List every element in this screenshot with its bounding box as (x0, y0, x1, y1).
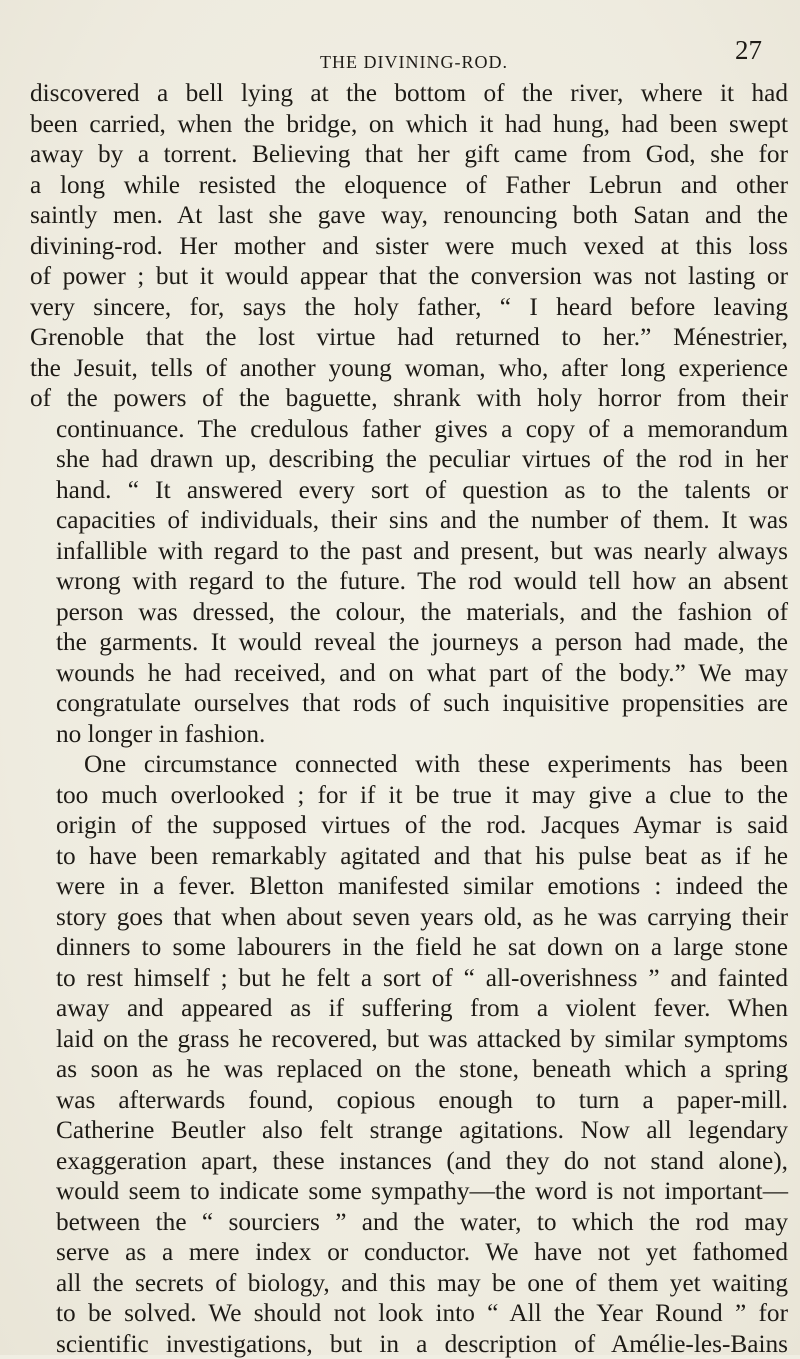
text-line: of power ; but it would appear that the conversion was not lasting or (30, 261, 788, 292)
text-line: saintly men. At last she gave way, renouncing both Satan and the (30, 200, 788, 231)
text-line: discovered a bell lying at the bottom of the river, where it had (30, 78, 788, 109)
page-number: 27 (735, 35, 762, 66)
text-line: to have been remarkably agitated and that his pulse beat as if he (30, 841, 788, 872)
text-line: Catherine Beutler also felt strange agitations. Now all legendary (30, 1115, 788, 1146)
text-line: wounds he had received, and on what part of the body.” We may (30, 658, 788, 689)
text-line: the Jesuit, tells of another young woman, who, after long experience (30, 353, 788, 384)
running-head: THE DIVINING-ROD. (320, 52, 508, 73)
text-line: between the “ sourciers ” and the water, to which the rod may (30, 1207, 788, 1238)
text-line: Grenoble that the lost virtue had returned to her.” Ménestrier, (30, 322, 788, 353)
text-line: infallible with regard to the past and present, but was nearly always (30, 536, 788, 567)
text-line: to be solved. We should not look into “ All the Year Round ” for (30, 1298, 788, 1329)
text-line: of the powers of the baguette, shrank with holy horror from their (30, 383, 788, 414)
text-line: too much overlooked ; for if it be true it may give a clue to the (30, 780, 788, 811)
text-line: a long while resisted the eloquence of Father Lebrun and other (30, 170, 788, 201)
text-line: divining-rod. Her mother and sister were much vexed at this loss (30, 231, 788, 262)
text-line: would seem to indicate some sympathy—the word is not important— (30, 1176, 788, 1207)
text-line: serve as a mere index or conductor. We have not yet fathomed (30, 1237, 788, 1268)
text-line: capacities of individuals, their sins and the number of them. It was (30, 505, 788, 536)
text-line: hand. “ It answered every sort of question as to the talents or (30, 475, 788, 506)
text-line: origin of the supposed virtues of the rod. Jacques Aymar is said (30, 810, 788, 841)
text-line: was afterwards found, copious enough to turn a paper-mill. (30, 1085, 788, 1116)
text-line: One circumstance connected with these experiments has been (30, 749, 788, 780)
text-line: story goes that when about seven years old, as he was carrying their (30, 902, 788, 933)
text-line: very sincere, for, says the holy father, “ I heard before leaving (30, 292, 788, 323)
body-text (30, 78, 788, 1359)
text-line: away by a torrent. Believing that her gift came from God, she for (30, 139, 788, 170)
text-line: no longer in fashion. (30, 719, 788, 750)
text-line: as soon as he was replaced on the stone, beneath which a spring (30, 1054, 788, 1085)
text-line: dinners to some labourers in the field he sat down on a large stone (30, 932, 788, 963)
text-line: to rest himself ; but he felt a sort of “ all-overishness ” and fainted (30, 963, 788, 994)
text-line: scientific investigations, but in a description of Amélie-les-Bains (30, 1329, 788, 1359)
text-line: laid on the grass he recovered, but was attacked by similar symptoms (30, 1024, 788, 1055)
text-line: continuance. The credulous father gives a copy of a memorandum (30, 414, 788, 445)
text-line: the garments. It would reveal the journeys a person had made, the (30, 627, 788, 658)
text-line: wrong with regard to the future. The rod would tell how an absent (30, 566, 788, 597)
text-line: she had drawn up, describing the peculiar virtues of the rod in her (30, 444, 788, 475)
text-line: congratulate ourselves that rods of such inquisitive propensities are (30, 688, 788, 719)
text-line: all the secrets of biology, and this may be one of them yet waiting (30, 1268, 788, 1299)
text-line: person was dressed, the colour, the materials, and the fashion of (30, 597, 788, 628)
text-line: away and appeared as if suffering from a violent fever. When (30, 993, 788, 1024)
text-line: been carried, when the bridge, on which it had hung, had been swept (30, 109, 788, 140)
text-line: exaggeration apart, these instances (and they do not stand alone), (30, 1146, 788, 1177)
text-line: were in a fever. Bletton manifested similar emotions : indeed the (30, 871, 788, 902)
